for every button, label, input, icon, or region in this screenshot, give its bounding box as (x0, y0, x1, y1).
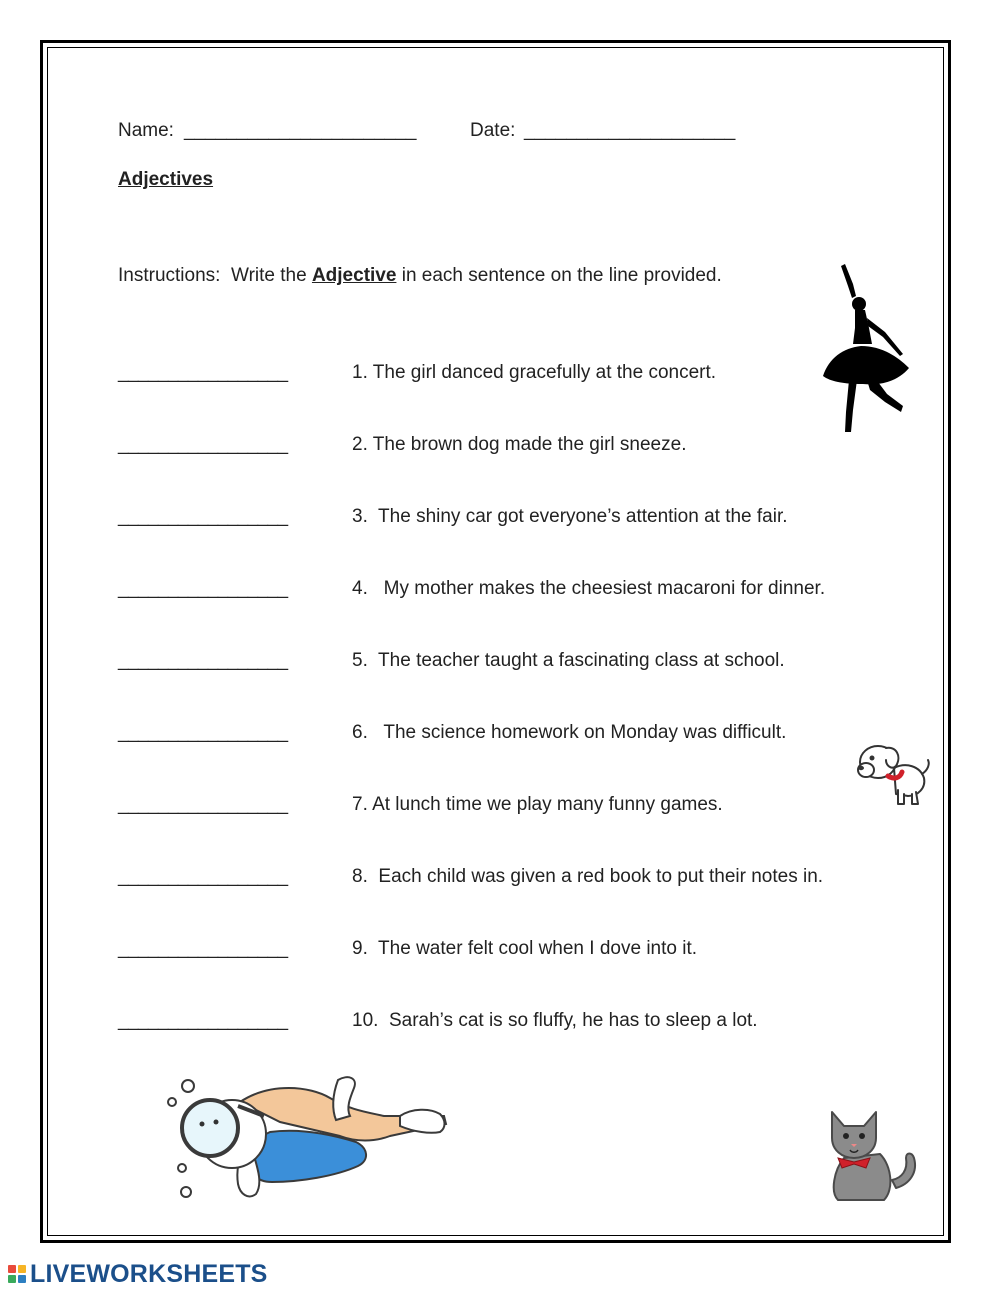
answer-line[interactable]: _________________ (118, 1010, 288, 1031)
question-row (118, 938, 918, 968)
question-text: 1. The girl danced gracefully at the concert. (352, 362, 717, 383)
ballerina-icon (815, 262, 915, 434)
swimmer-icon (160, 1072, 460, 1204)
answer-line[interactable]: _________________ (118, 578, 288, 599)
name-label: Name: (118, 120, 174, 141)
question-row (118, 434, 918, 464)
answer-line[interactable]: _________________ (118, 362, 288, 383)
date-label: Date: (470, 120, 516, 141)
answer-line[interactable]: _________________ (118, 650, 288, 671)
question-text: 7. At lunch time we play many funny games. (352, 794, 723, 815)
question-text: 8. Each child was given a red book to put their notes in. (352, 866, 824, 887)
question-row (118, 794, 918, 824)
question-text: 2. The brown dog made the girl sneeze. (352, 434, 687, 455)
instructions (118, 265, 722, 287)
question-row (118, 1010, 918, 1040)
instructions-suffix: in each sentence on the line provided. (396, 265, 722, 286)
question-row (118, 578, 918, 608)
question-row (118, 650, 918, 680)
question-row (118, 506, 918, 536)
page-title: Adjectives (118, 169, 214, 190)
question-text: 3. The shiny car got everyone’s attention at the fair. (352, 506, 788, 527)
answer-line[interactable]: _________________ (118, 794, 288, 815)
instructions-prefix: Instructions: Write the (118, 265, 312, 286)
brand-name: LIVEWORKSHEETS (30, 1259, 268, 1288)
instructions-keyword: Adjective (311, 265, 397, 286)
answer-line[interactable]: _________________ (118, 506, 288, 527)
question-text: 10. Sarah’s cat is so fluffy, he has to sleep a lot. (352, 1010, 758, 1031)
question-row (118, 722, 918, 752)
name-field[interactable]: ______________________ (184, 120, 417, 141)
question-row (118, 866, 918, 896)
question-text: 6. The science homework on Monday was difficult. (352, 722, 787, 743)
question-text: 5. The teacher taught a fascinating class at school. (352, 650, 785, 671)
answer-line[interactable]: _________________ (118, 866, 288, 887)
worksheet-border (40, 40, 951, 1243)
liveworksheets-logo[interactable] (8, 1260, 268, 1288)
question-text: 4. My mother makes the cheesiest macaroni for dinner. (352, 578, 826, 599)
question-text: 9. The water felt cool when I dove into it. (352, 938, 698, 959)
answer-line[interactable]: _________________ (118, 434, 288, 455)
date-field[interactable]: ____________________ (524, 120, 736, 141)
logo-tiles-icon (8, 1265, 26, 1283)
answer-line[interactable]: _________________ (118, 722, 288, 743)
question-row (118, 362, 918, 392)
worksheet-inner-border (47, 47, 944, 1236)
cat-icon (822, 1106, 922, 1206)
dog-icon (856, 738, 932, 808)
answer-line[interactable]: _________________ (118, 938, 288, 959)
